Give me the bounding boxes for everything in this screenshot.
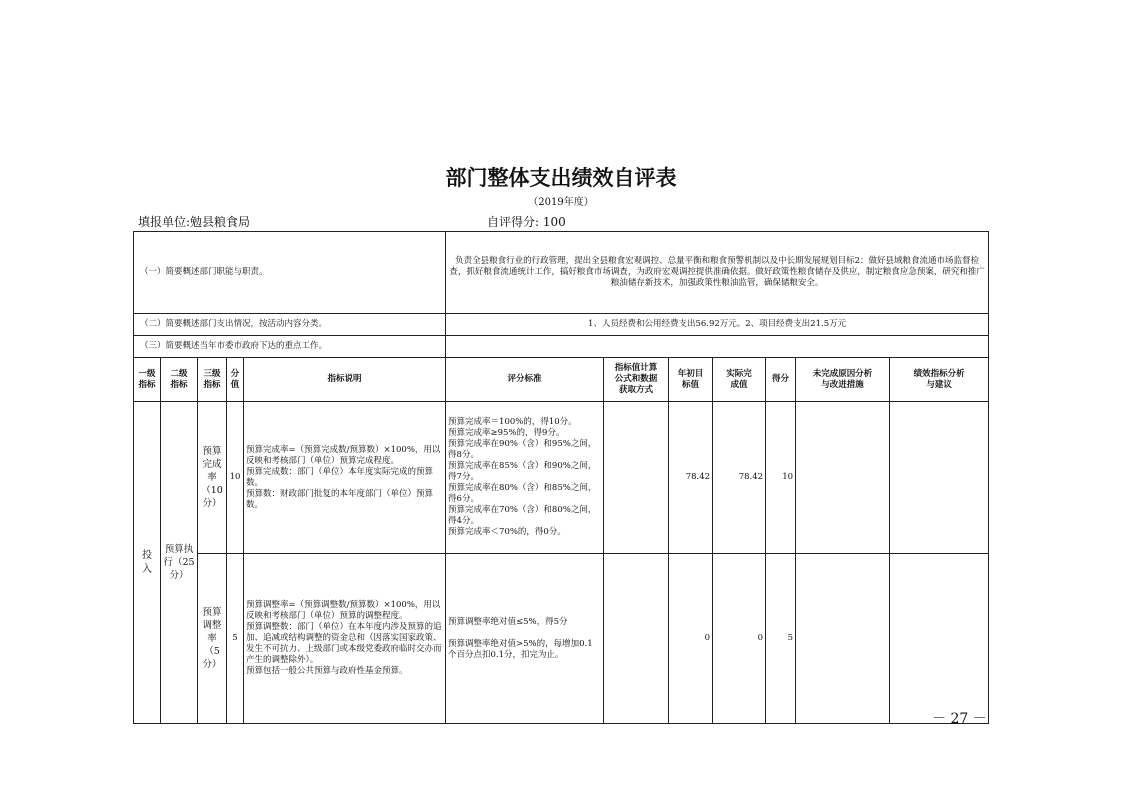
col-target: 年初目 标值 xyxy=(669,358,713,402)
summary-q2-label: （二）简要概述部门支出情况，按活动内容分类。 xyxy=(134,314,446,336)
advice-cell xyxy=(890,402,989,554)
level3-cell: 预算 完成 率 （10 分） xyxy=(198,402,227,554)
col-reason: 未完成原因分析 与改进措施 xyxy=(796,358,890,402)
col-level2: 二级 指标 xyxy=(161,358,198,402)
score-cell: 5 xyxy=(766,554,796,724)
reason-cell xyxy=(796,402,890,554)
level1-cell: 投 入 xyxy=(134,402,161,724)
col-desc: 指标说明 xyxy=(244,358,446,402)
col-actual: 实际完 成值 xyxy=(713,358,766,402)
filling-unit: 填报单位:勉县粮食局 xyxy=(138,215,251,229)
col-level3: 三级 指标 xyxy=(198,358,227,402)
page-number: － 27 － xyxy=(932,711,987,727)
score-cell: 10 xyxy=(766,402,796,554)
points-cell: 10 xyxy=(227,402,244,554)
col-criteria: 评分标准 xyxy=(446,358,604,402)
desc-cell: 预算调整率=（预算调整数/预算数）×100%，用以反映和考核部门（单位）预算的调整程度。 预算调整数：部门（单位）在本年度内涉及预算的追加、追减或结构调整的资金总和（因落实国家政策、发生不可抗力、上级部门或本级党委政府临时交办而产生的调整除外）。 预算包括一般公共预算与政府性基金预算。 xyxy=(244,554,446,724)
col-got: 得分 xyxy=(766,358,796,402)
summary-q1-label: （一）简要概述部门职能与职责。 xyxy=(134,232,446,314)
col-level1: 一级 指标 xyxy=(134,358,161,402)
table-row xyxy=(134,402,989,554)
formula-cell xyxy=(604,402,669,554)
actual-cell: 78.42 xyxy=(713,402,766,554)
summary-q1-text: 负责全县粮食行业的行政管理，提出全县粮食宏观调控、总量平衡和粮食预警机制以及中长期发展规划目标2：做好县域粮食流通市场监督检查，抓好粮食流通统计工作，搞好粮食市场调查，为政府宏观调控提供准确依据。做好政策性粮食储存及供应，制定粮食应急预案，研究和推广粮油储存新技术，加强政策性粮油监管，确保储粮安全。 xyxy=(446,232,989,314)
col-advice: 绩效指标分析 与建议 xyxy=(890,358,989,402)
actual-cell: 0 xyxy=(713,554,766,724)
summary-q3-text xyxy=(446,336,989,358)
col-points: 分 值 xyxy=(227,358,244,402)
self-score: 自评得分: 100 xyxy=(487,215,566,229)
formula-cell xyxy=(604,554,669,724)
year-subtitle: （2019年度） xyxy=(528,197,594,208)
criteria-cell: 预算完成率＝100%的，得10分。 预算完成率≥95%的，得9分。 预算完成率在90%（含）和95%之间，得8分。 预算完成率在85%（含）和90%之间，得7分。 预算完成率在80%（含）和85%之间，得6分。 预算完成率在70%（含）和80%之间，得4分。 预算完成率＜70%的，得0分。 xyxy=(446,402,604,554)
advice-cell xyxy=(890,554,989,724)
criteria-cell: 预算调整率绝对值≤5%，得5分 预算调整率绝对值>5%的，每增加0.1个百分点扣0.1分，扣完为止。 xyxy=(446,554,604,724)
level2-cell: 预算执 行（25 分） xyxy=(161,402,198,724)
points-cell: 5 xyxy=(227,554,244,724)
target-cell: 78.42 xyxy=(669,402,713,554)
target-cell: 0 xyxy=(669,554,713,724)
summary-q3-label: （三）简要概述当年市委市政府下达的重点工作。 xyxy=(134,336,446,358)
level3-cell: 预算 调整 率 （5 分） xyxy=(198,554,227,724)
summary-q2-text: 1、人员经费和公用经费支出56.92万元。2、项目经费支出21.5万元 xyxy=(446,314,989,336)
reason-cell xyxy=(796,554,890,724)
table-row xyxy=(134,554,989,724)
col-formula: 指标值计算 公式和数据 获取方式 xyxy=(604,358,669,402)
page-title: 部门整体支出绩效自评表 xyxy=(445,166,677,190)
evaluation-table xyxy=(133,231,989,724)
desc-cell: 预算完成率=（预算完成数/预算数）×100%，用以反映和考核部门（单位）预算完成程度。 预算完成数：部门（单位）本年度实际完成的预算数。 预算数：财政部门批复的本年度部门（单位）预算数。 xyxy=(244,402,446,554)
